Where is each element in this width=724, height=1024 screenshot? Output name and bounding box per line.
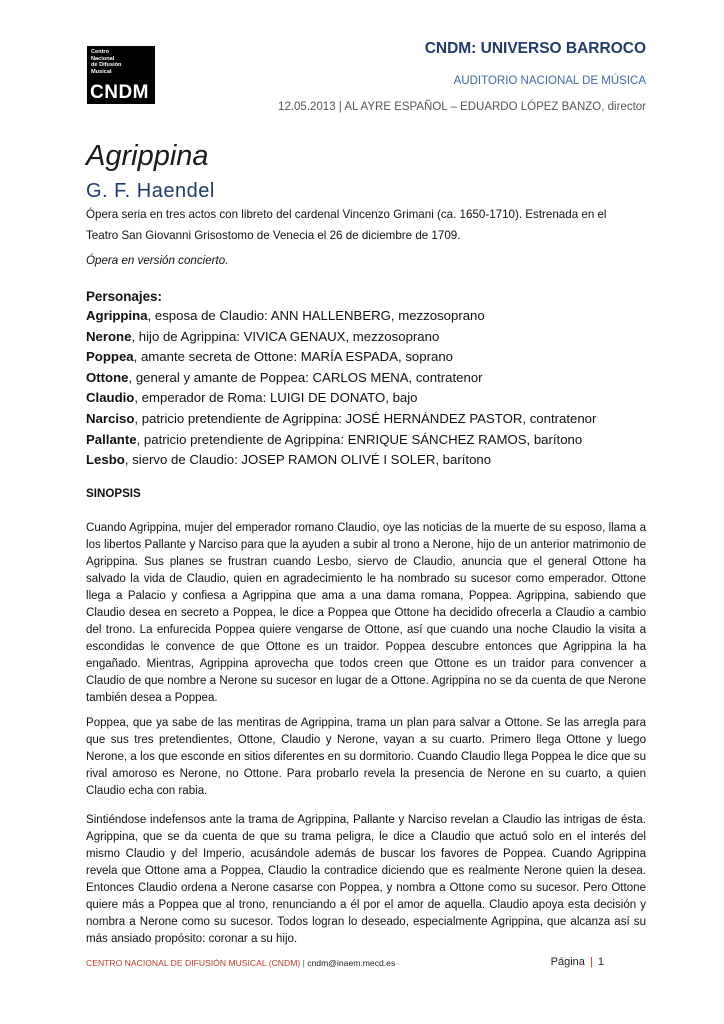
footer-org-name: CENTRO NACIONAL DE DIFUSIÓN MUSICAL (CNDM) <box>86 958 301 968</box>
character-name: Ottone <box>86 369 129 385</box>
character-name: Lesbo <box>86 452 125 468</box>
version-note: Ópera en versión concierto. <box>86 254 229 267</box>
synopsis-paragraph: Cuando Agrippina, mujer del emperador romano Claudio, oye las noticias de la muerte de su esposo, llama a los libertos Pallante y Narciso para que la ayuden a subir al trono a Nerone, hijo de un anterior matrimonio de Agrippina. Sus planes se frustran cuando Lesbo, siervo de Claudio, anuncia que el general Ottone ha salvado la vida de Claudio, quien en agradecimiento le ha nombrado su sucesor como emperador. Ottone llega a Palacio y confiesa a Agrippina que ama a una dama romana, Poppea. Agrippina, sabiendo que Claudio desea en secreto a Poppea, le dice a Poppea que Ottone ha decidido ofrecerla a Claudio a cambio del trono. La enfurecida Poppea quiere vengarse de Ottone, así que cuando una noche Claudio la visita a escondidas le convence de que Ottone es un traidor. Poppea descubre entonces que Agrippina la ha engañado. Mientras, Agrippina aprovecha que todos creen que Ottone es un traidor para convencer a Claudio de que nombre a Nerone su sucesor en lugar de a Ottone. Agrippina no se da cuenta de que Nerone también desea a Poppea. <box>86 522 646 705</box>
cast-item <box>86 347 596 368</box>
synopsis-paragraph: Sintiéndose indefensos ante la trama de Agrippina, Pallante y Narciso revelan a Claudio las intrigas de ésta. Agrippina, que se da cuenta de que su trama peligra, le dice a Claudio que actuó solo en el interés del mismo Claudio y del Imperio, acusándole además de buscar los favores de Poppea. Cuando Agrippina revela que Ottone ama a Poppea, Claudio la contradice diciendo que es realmente Nerone quien la desea. Entonces Claudio ordena a Nerone casarse con Poppea, y nombra a Ottone como su sucesor. Pero Ottone quiere más a Poppea que al trono, renunciando a él por el amor de aquella. Claudio apoya esta decisión y nombra a Nerone como su sucesor. Todos logran lo deseado, especialmente Agrippina, que alcanza así su más ansiado propósito: coronar a su hijo. <box>86 814 646 946</box>
character-desc: , patricio pretendiente de Agrippina: JOSÉ HERNÁNDEZ PASTOR, contratenor <box>134 410 597 426</box>
character-name: Narciso <box>86 410 135 426</box>
cast-item <box>86 388 596 409</box>
cndm-logo <box>87 46 155 104</box>
personajes-heading: Personajes: <box>86 289 162 304</box>
page-number: 1 <box>597 956 604 968</box>
footer-email-link[interactable]: cndm@inaem.mecd.es <box>307 958 396 968</box>
venue: AUDITORIO NACIONAL DE MÚSICA <box>453 75 646 87</box>
character-desc: , siervo de Claudio: JOSEP RAMON OLIVÉ I SOLER, barítono <box>124 452 492 468</box>
character-name: Pallante <box>86 431 137 447</box>
composer: G. F. Haendel <box>86 180 215 202</box>
character-desc: , emperador de Roma: LUIGI DE DONATO, bajo <box>134 390 418 406</box>
page-indicator <box>551 956 604 968</box>
character-desc: , amante secreta de Ottone: MARÍA ESPADA, soprano <box>133 349 453 365</box>
logo-text: Centro Nacional de Difusión Musical <box>91 49 122 75</box>
character-name: Agrippina <box>86 308 148 323</box>
cast-item <box>86 327 596 348</box>
synopsis-paragraph: Poppea, que ya sabe de las mentiras de Agrippina, trama un plan para salvar a Ottone. Se las arregla para que sus tres pretendientes, Ottone, Claudio y Nerone, vayan a su cuarto. Primero llega Ottone y luego Nerone, a los que esconde en sitios diferentes en su dormitorio. Cuando Claudio llega Poppea le dice que su rival amoroso es Nerone, no Ottone. Para probarlo revela la presencia de Nerone en su cuarto, a quien Claudio echa con rabia. <box>86 717 646 798</box>
logo-acronym: CNDM <box>90 82 149 103</box>
page-separator: | <box>589 956 593 968</box>
cast-item <box>86 409 596 430</box>
event-line: 12.05.2013 | AL AYRE ESPAÑOL – EDUARDO LÓPEZ BANZO, director <box>278 101 646 113</box>
footer-separator: | <box>302 958 305 968</box>
series-title: CNDM: UNIVERSO BARROCO <box>424 40 646 57</box>
cast-list <box>86 306 596 471</box>
character-name: Claudio <box>86 390 135 406</box>
character-name: Poppea <box>86 349 134 365</box>
character-name: Nerone <box>86 328 132 344</box>
page-label: Página <box>550 956 585 968</box>
cast-item <box>86 368 596 389</box>
page-title: Agrippina <box>86 140 209 172</box>
cast-item <box>86 430 596 451</box>
footer-org <box>86 958 395 968</box>
character-desc: , general y amante de Poppea: CARLOS MENA, contratenor <box>128 369 483 385</box>
character-desc: , esposa de Claudio: ANN HALLENBERG, mezzosoprano <box>147 308 485 323</box>
sinopsis-heading: SINOPSIS <box>86 487 141 500</box>
character-desc: , hijo de Agrippina: VIVICA GENAUX, mezzosoprano <box>131 328 440 344</box>
cast-item <box>86 306 596 327</box>
character-desc: , patricio pretendiente de Agrippina: ENRIQUE SÁNCHEZ RAMOS, barítono <box>136 431 583 447</box>
cast-item <box>86 450 596 471</box>
intro-paragraph: Ópera seria en tres actos con libreto del cardenal Vincenzo Grimani (ca. 1650-1710). Estrenada en el Teatro San Giovanni Grisostomo de Venecia el 26 de diciembre de 1709. <box>86 208 607 242</box>
